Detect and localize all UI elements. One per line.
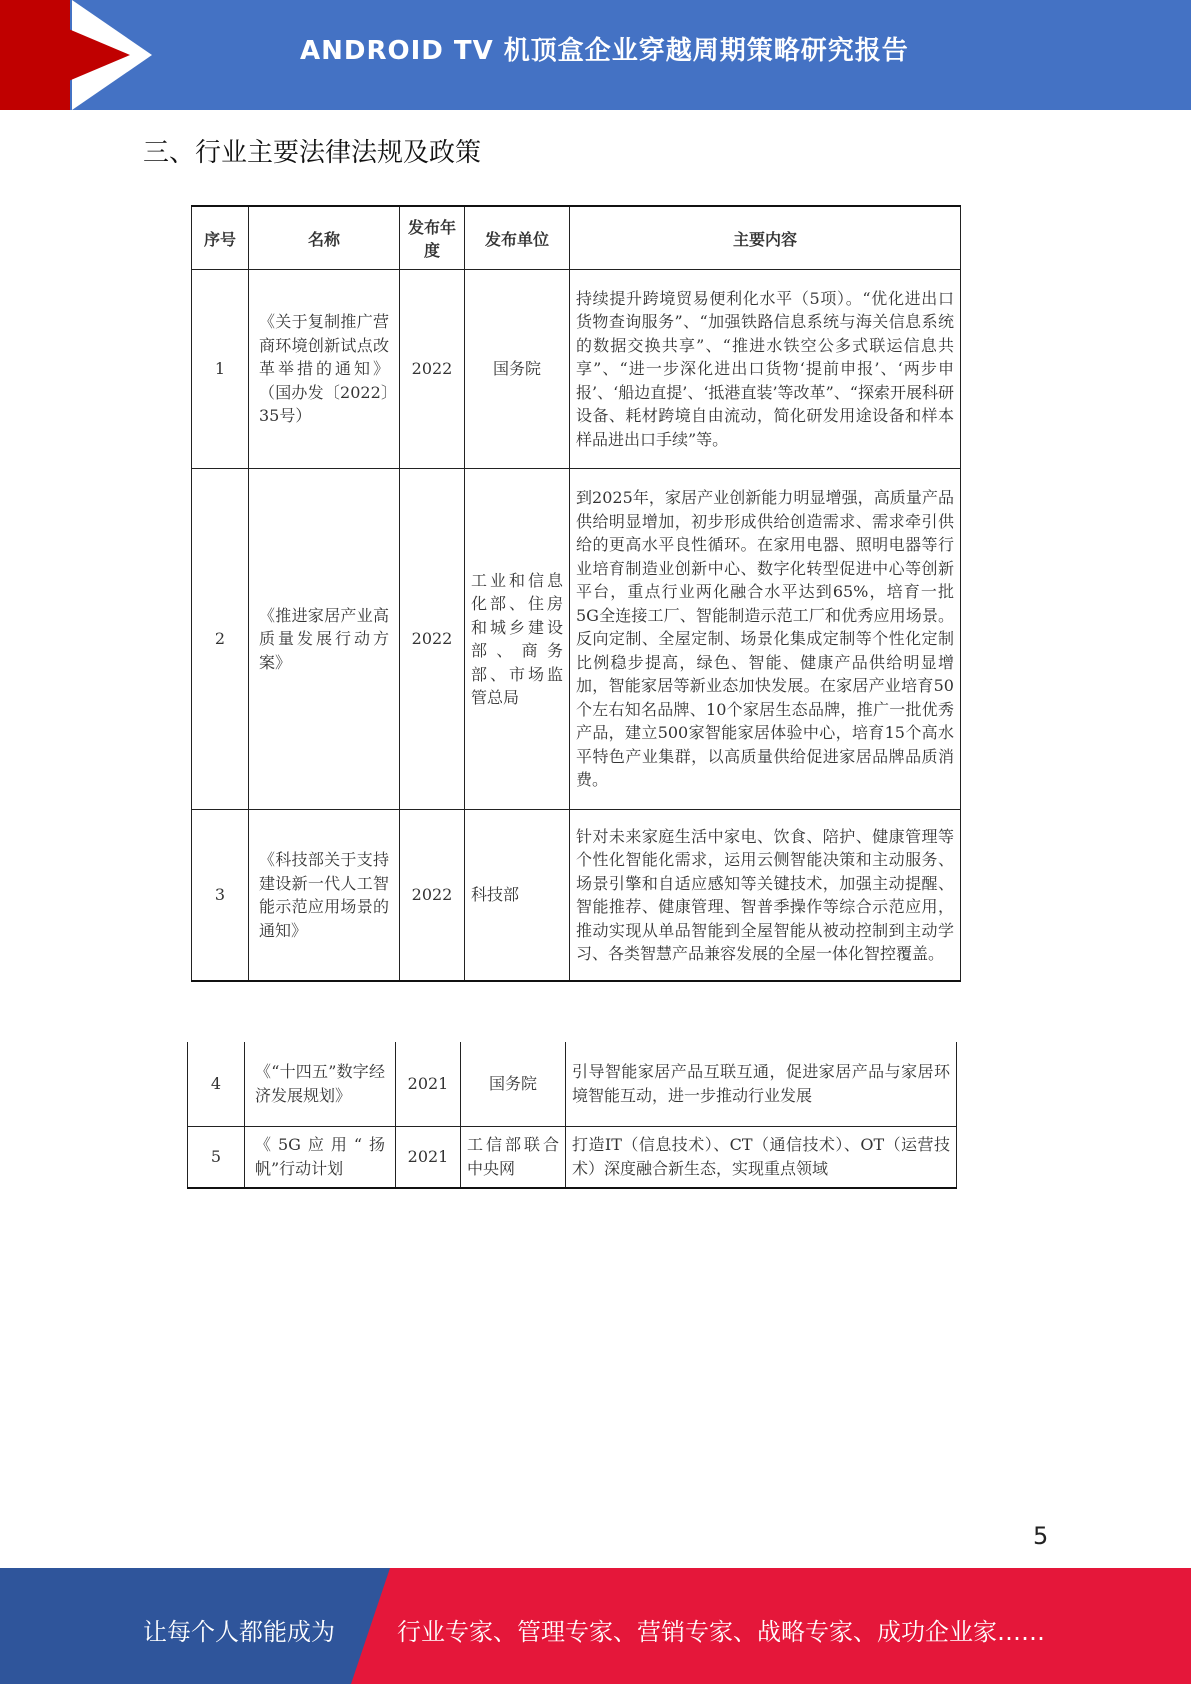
page-footer xyxy=(0,1568,1191,1684)
col-header-seq: 序号 xyxy=(192,206,249,270)
cell-unit: 工业和信息化部、住房和城乡建设部、商务部、市场监管总局 xyxy=(465,469,570,810)
policy-table-continued xyxy=(187,1042,957,1189)
cell-year: 2021 xyxy=(396,1127,461,1189)
cell-content: 引导智能家居产品互联互通，促进家居产品与家居环境智能互动，进一步推动行业发展 xyxy=(566,1042,957,1127)
table-header-row xyxy=(192,206,961,270)
footer-slogan-right: 行业专家、管理专家、营销专家、战略专家、成功企业家…… xyxy=(397,1618,1045,1646)
table-row xyxy=(188,1127,957,1189)
cell-year: 2022 xyxy=(400,270,465,469)
cell-content: 到2025年，家居产业创新能力明显增强，高质量产品供给明显增加，初步形成供给创造需求、需求牵引供给的更高水平良性循环。在家用电器、照明电器等行业培育制造业创新中心、数字化转型促进中心等创新平台，重点行业两化融合水平达到65%，培育一批5G全连接工厂、智能制造示范工厂和优秀应用场景。反向定制、全屋定制、场景化集成定制等个性化定制比例稳步提高，绿色、智能、健康产品供给明显增加，智能家居等新业态加快发展。在家居产业培育50个左右知名品牌、10个家居生态品牌，推广一批优秀产品，建立500家智能家居体验中心，培育15个高水平特色产业集群，以高质量供给促进家居品牌品质消费。 xyxy=(570,469,961,810)
cell-name xyxy=(245,1127,396,1189)
cell-year: 2022 xyxy=(400,469,465,810)
cell-name xyxy=(245,1042,396,1127)
table-row xyxy=(188,1042,957,1127)
page-number: 5 xyxy=(1033,1522,1049,1550)
table-row xyxy=(192,469,961,810)
cell-content: 持续提升跨境贸易便利化水平（5项）。“优化进出口货物查询服务”、“加强铁路信息系统与海关信息系统的数据交换共享”、“推进水铁空公多式联运信息共享”、“进一步深化进出口货物‘提前申报’、‘两步申报’、‘船边直提’、‘抵港直装’等改革”、“探索开展科研设备、耗材跨境自由流动，简化研发用途设备和样本样品进出口手续”等。 xyxy=(570,270,961,469)
policy-table xyxy=(191,205,961,982)
table-row xyxy=(192,810,961,982)
cell-name-text: 《“十四五”数字经济发展规划》 xyxy=(255,1062,385,1105)
table-row xyxy=(192,270,961,469)
cell-name-text: 《科技部关于支持建设新一代人工智能示范应用场景的通知》 xyxy=(259,850,389,940)
header-title: ANDROID TV 机顶盒企业穿越周期策略研究报告 xyxy=(300,36,909,66)
cell-year: 2022 xyxy=(400,810,465,982)
cell-seq: 4 xyxy=(188,1042,245,1127)
cell-seq: 3 xyxy=(192,810,249,982)
page-header xyxy=(0,0,1191,110)
cell-unit: 国务院 xyxy=(465,270,570,469)
cell-name-text: 《5G应用“扬帆”行动计划 xyxy=(255,1135,385,1178)
cell-name-text: 《关于复制推广营商环境创新试点改革举措的通知》（国办发〔2022〕35号） xyxy=(259,312,389,426)
cell-seq: 1 xyxy=(192,270,249,469)
cell-content: 打造IT（信息技术）、CT（通信技术）、OT（运营技术）深度融合新生态，实现重点领域 xyxy=(566,1127,957,1189)
col-header-unit: 发布单位 xyxy=(465,206,570,270)
col-header-content: 主要内容 xyxy=(570,206,961,270)
cell-name xyxy=(249,469,400,810)
col-header-year: 发布年度 xyxy=(400,206,465,270)
cell-unit: 工信部联合中央网 xyxy=(461,1127,566,1189)
cell-unit: 科技部 xyxy=(465,810,570,982)
cell-content: 针对未来家庭生活中家电、饮食、陪护、健康管理等个性化智能化需求，运用云侧智能决策和主动服务、场景引擎和自适应感知等关键技术，加强主动提醒、智能推荐、健康管理、智普季操作等综合示范应用，推动实现从单品智能到全屋智能从被动控制到主动学习、各类智慧产品兼容发展的全屋一体化智控覆盖。 xyxy=(570,810,961,982)
cell-name xyxy=(249,810,400,982)
cell-unit: 国务院 xyxy=(461,1042,566,1127)
cell-seq: 5 xyxy=(188,1127,245,1189)
cell-seq: 2 xyxy=(192,469,249,810)
cell-year: 2021 xyxy=(396,1042,461,1127)
footer-slogan-left: 让每个人都能成为 xyxy=(143,1618,335,1646)
section-title: 三、行业主要法律法规及政策 xyxy=(143,138,482,168)
cell-name xyxy=(249,270,400,469)
col-header-name: 名称 xyxy=(249,206,400,270)
cell-name-text: 《推进家居产业高质量发展行动方案》 xyxy=(259,605,389,672)
header-chevron-red xyxy=(0,0,130,110)
